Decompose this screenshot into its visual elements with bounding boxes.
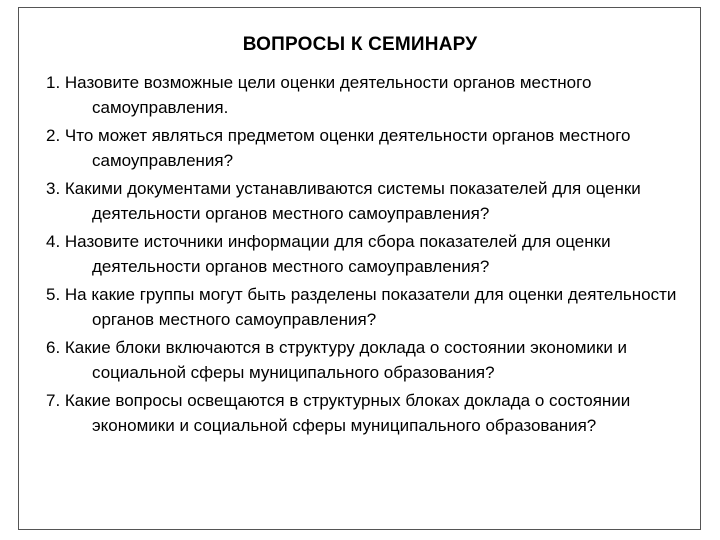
question-list bbox=[46, 70, 696, 441]
question-item-3: 3. Какими документами устанавливаются системы показателей для оценки деятельности органов местного самоуправления? bbox=[46, 179, 641, 223]
slide-title: ВОПРОСЫ К СЕМИНАРУ bbox=[242, 34, 478, 55]
question-item-6: 6. Какие блоки включаются в структуру доклада о состоянии экономики и социальной сферы муниципального образования? bbox=[46, 338, 628, 382]
question-item-5: 5. На какие группы могут быть разделены показатели для оценки деятельности органов местного самоуправления? bbox=[46, 285, 677, 329]
question-item-4: 4. Назовите источники информации для сбора показателей для оценки деятельности органов местного самоуправления? bbox=[46, 232, 611, 276]
question-item-1: 1. Назовите возможные цели оценки деятельности органов местного самоуправления. bbox=[46, 73, 592, 117]
question-item-7: 7. Какие вопросы освещаются в структурных блоках доклада о состоянии экономики и социальной сферы муниципального образования? bbox=[46, 391, 631, 435]
question-item-2: 2. Что может являться предметом оценки деятельности органов местного самоуправления? bbox=[46, 126, 631, 170]
